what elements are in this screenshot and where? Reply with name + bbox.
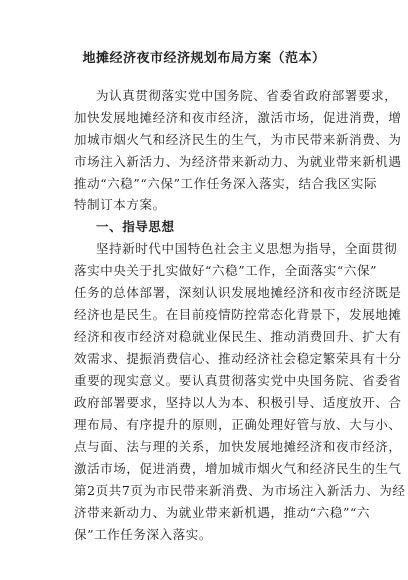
- section-line: 济带来新动力、为就业带来新机遇，推动“六稳”“六: [74, 505, 371, 520]
- section-line: 理布局、有序提升的原则，正确处理好管与放、大与小、: [74, 417, 402, 432]
- section-line: 重要的现实意义。要认真贯彻落实党中央国务院、省委省: [74, 373, 402, 388]
- section-line: 点与面、法与理的关系，加快发展地摊经济和夜市经济，: [74, 439, 402, 454]
- intro-line: 特制订本方案。: [74, 197, 166, 212]
- intro-line: 加快发展地摊经济和夜市经济，激活市场，促进消费，增: [74, 110, 402, 125]
- section-line: 激活市场，促进消费，增加城市烟火气和经济民生的生气: [74, 461, 402, 476]
- intro-line: 为认真贯彻落实党中国务院、省委省政府部署要求，: [96, 88, 398, 103]
- section-line: 任务的总体部署，深刻认识发展地摊经济和夜市经济既是: [74, 285, 402, 300]
- section-line: 政府部署要求，坚持以人为本、积极引导、适度放开、合: [74, 395, 402, 410]
- section-line: 坚持新时代中国特色社会主义思想为指导，全面贯彻: [96, 241, 398, 256]
- intro-line: 市场注入新活力、为经济带来新动力、为就业带来新机遇: [74, 154, 402, 169]
- section-line: 经济也是民生。在目前疫情防控常态化背景下，发展地摊: [74, 307, 402, 322]
- section-line: 经济和夜市经济对稳就业保民生、推动消费回升、扩大有: [74, 329, 402, 344]
- section-line: 落实中央关于扎实做好“六稳”工作，全面落实“六保”: [74, 263, 378, 278]
- intro-line: 加城市烟火气和经济民生的生气，为市民带来新消费、为: [74, 132, 402, 147]
- document-title: 地摊经济夜市经济规划布局方案（范本）: [82, 51, 326, 66]
- section-heading: 一、指导思想: [96, 219, 175, 234]
- section-line: 保”工作任务深入落实。: [74, 527, 212, 542]
- section-line: 效需求、提振消费信心、推动经济社会稳定繁荣具有十分: [74, 351, 402, 366]
- intro-line: 推动“六稳”“六保”工作任务深入落实，结合我区实际: [74, 176, 378, 191]
- section-line: 第2页共7页为市民带来新消费、为市场注入新活力、为经: [74, 483, 406, 498]
